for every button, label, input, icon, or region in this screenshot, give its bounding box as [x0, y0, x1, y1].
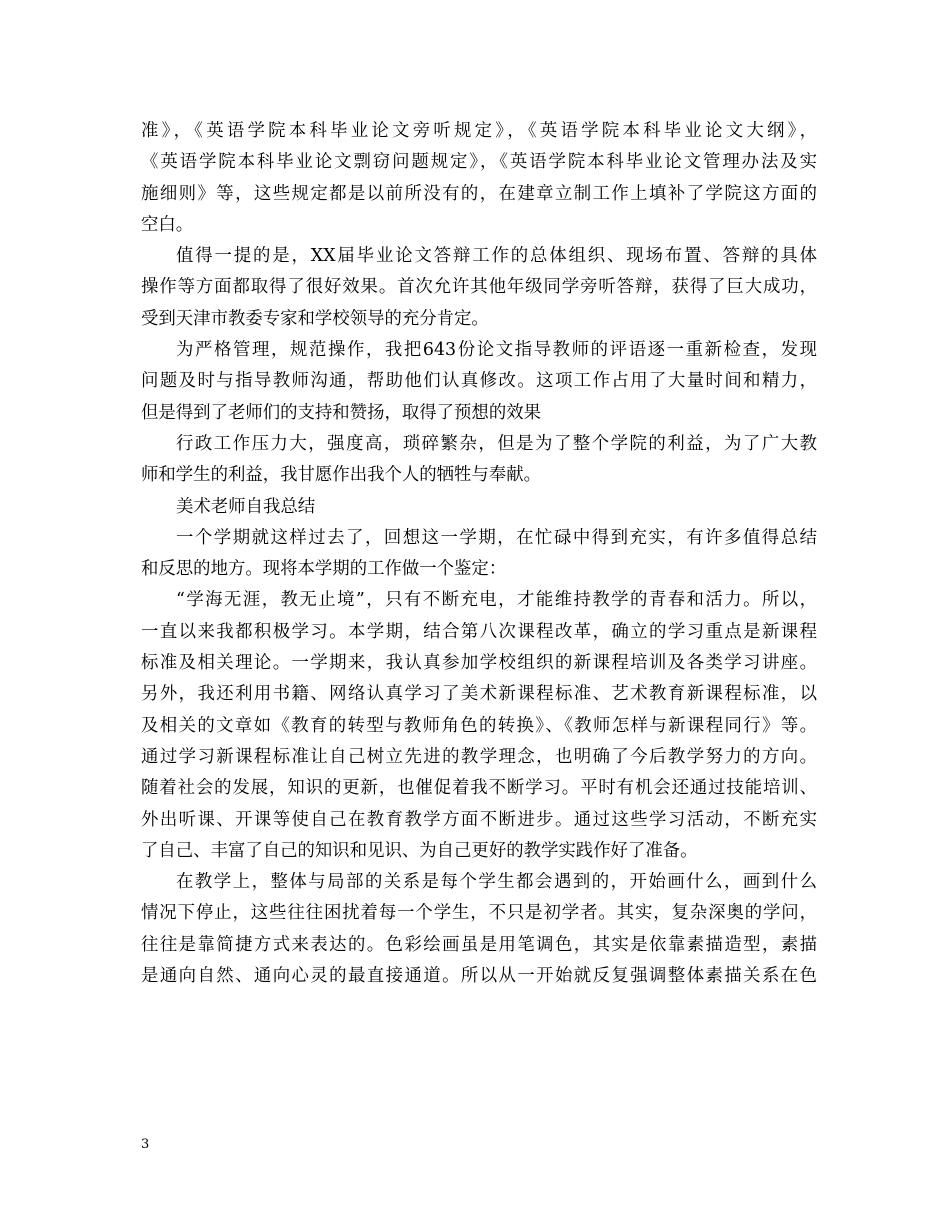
text-line: 值得一提的是，XX届毕业论文答辩工作的总体组织、现场布置、答辩的具体	[176, 246, 817, 267]
text-line: 空白。	[141, 214, 194, 235]
text-line: 情况下停止，这些往往困扰着每一个学生，不只是初学者。其实，复杂深奥的学问，	[141, 903, 817, 924]
text-line: 外出听课、开课等使自己在教育教学方面不断进步。通过这些学习活动，不断充实	[141, 809, 817, 830]
text-line: 为严格管理，规范操作，我把643份论文指导教师的评语逐一重新检查，发现	[176, 340, 817, 361]
text-line: 通过学习新课程标准让自己树立先进的教学理念，也明确了今后教学努力的方向。	[141, 746, 817, 767]
text-line: 受到天津市教委专家和学校领导的充分肯定。	[141, 308, 489, 329]
document-body	[141, 116, 817, 992]
text-line: 师和学生的利益，我甘愿作出我个人的牺牲与奉献。	[141, 465, 541, 486]
text-line: 和反思的地方。现将本学期的工作做一个鉴定：	[141, 559, 507, 580]
text-line: 行政工作压力大，强度高，琐碎繁杂，但是为了整个学院的利益，为了广大教	[176, 433, 817, 454]
text-line: 操作等方面都取得了很好效果。首次允许其他年级同学旁听答辩，获得了巨大成功，	[141, 277, 817, 298]
text-line: “学海无涯，教无止境”，只有不断充电，才能维持教学的青春和活力。所以，	[176, 590, 817, 611]
text-line: 另外，我还利用书籍、网络认真学习了美术新课程标准、艺术教育新课程标准，以	[141, 684, 817, 705]
text-line: 美术老师自我总结	[176, 496, 316, 517]
text-line: 及相关的文章如《教育的转型与教师角色的转换》、《教师怎样与新课程同行》等。	[141, 715, 817, 736]
text-line: 随着社会的发展，知识的更新，也催促着我不断学习。平时有机会还通过技能培训、	[141, 778, 817, 799]
text-line: 《英语学院本科毕业论文剽窃问题规定》，《英语学院本科毕业论文管理办法及实	[141, 152, 817, 173]
text-line: 施细则》等，这些规定都是以前所没有的，在建章立制工作上填补了学院这方面的	[141, 183, 817, 204]
text-line: 标准及相关理论。一学期来，我认真参加学校组织的新课程培训及各类学习讲座。	[141, 653, 817, 674]
text-line: 一个学期就这样过去了，回想这一学期，在忙碌中得到充实，有许多值得总结	[176, 527, 817, 548]
text-line: 在教学上，整体与局部的关系是每个学生都会遇到的，开始画什么，画到什么	[176, 872, 817, 893]
page-number: 3	[141, 1137, 150, 1152]
text-line: 往往是靠简捷方式来表达的。色彩绘画虽是用笔调色，其实是依靠素描造型，素描	[141, 934, 817, 955]
text-line: 一直以来我都积极学习。本学期，结合第八次课程改革，确立的学习重点是新课程	[141, 621, 817, 642]
text-line: 但是得到了老师们的支持和赞扬，取得了预想的效果	[141, 402, 541, 423]
text-line: 了自己、丰富了自己的知识和见识、为自己更好的教学实践作好了准备。	[141, 840, 698, 861]
text-line: 问题及时与指导教师沟通，帮助他们认真修改。这项工作占用了大量时间和精力，	[141, 371, 817, 392]
text-line: 准》，《英语学院本科毕业论文旁听规定》，《英语学院本科毕业论文大纲》，	[141, 121, 817, 141]
text-line: 是通向自然、通向心灵的最直接通道。所以从一开始就反复强调整体素描关系在色	[141, 966, 817, 987]
